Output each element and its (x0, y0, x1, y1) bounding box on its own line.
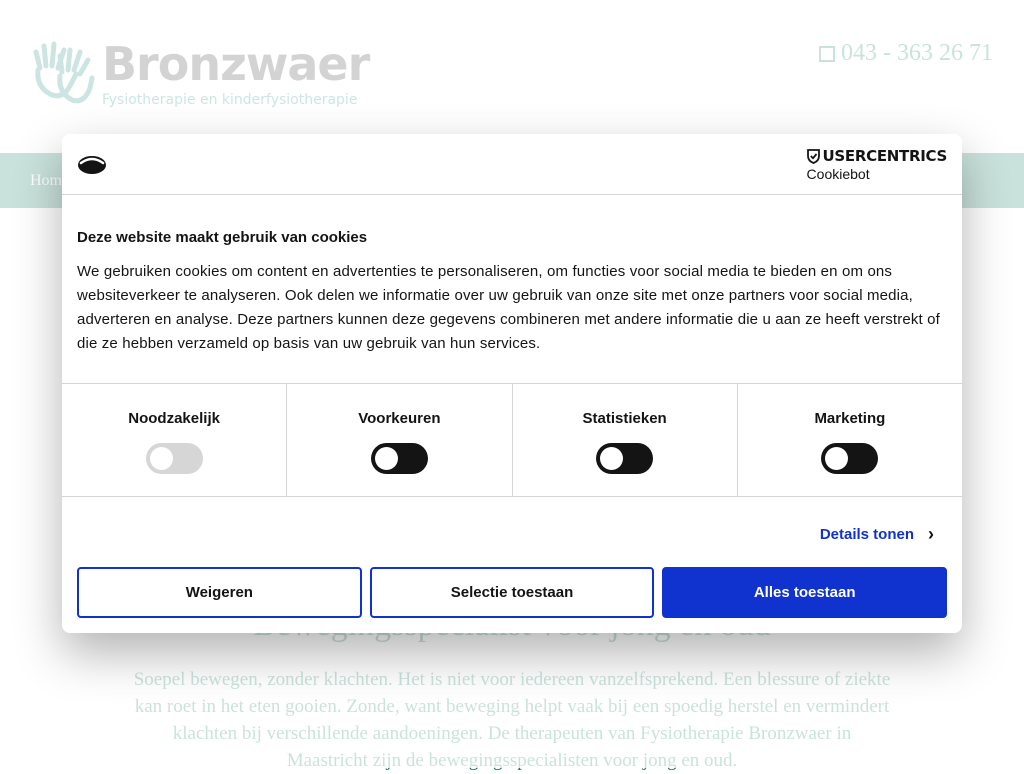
chevron-right-icon: › (928, 524, 934, 544)
vendor-name: USERCENTRICS (822, 147, 947, 165)
category-label: Statistieken (582, 410, 667, 427)
vendor-product: Cookiebot (806, 166, 870, 182)
cookie-consent-dialog (62, 134, 962, 633)
cookiebot-logo-icon (76, 152, 108, 176)
category-preferences (287, 384, 512, 496)
dialog-description: We gebruiken cookies om content en advertenties te personaliseren, om functies voor social media te bieden en om ons websiteverkeer te analyseren. Ook delen we informatie over uw gebruik van onze site met onze partners voor social media, adverteren en analyse. Deze partners kunnen deze gegevens combineren met andere informatie die u aan ze heeft verstrekt of die ze hebben verzameld op basis van uw gebruik van hun services. (77, 263, 940, 352)
dialog-body (62, 195, 962, 384)
allow-all-button[interactable]: Alles toestaan (662, 567, 947, 618)
shield-check-icon (807, 149, 820, 164)
reject-button[interactable]: Weigeren (77, 567, 362, 618)
dialog-header (62, 134, 962, 195)
marketing-toggle[interactable] (821, 443, 878, 474)
details-row (62, 497, 962, 567)
category-label: Voorkeuren (358, 410, 441, 427)
allow-selection-button[interactable]: Selectie toestaan (370, 567, 655, 618)
category-necessary (62, 384, 287, 496)
necessary-toggle (146, 443, 203, 474)
preferences-toggle[interactable] (371, 443, 428, 474)
category-marketing (738, 384, 962, 496)
show-details-link[interactable] (820, 524, 934, 545)
dialog-title: Deze website maakt gebruik van cookies (77, 229, 368, 246)
dialog-actions (62, 567, 962, 618)
show-details-label: Details tonen (819, 526, 914, 543)
usercentrics-brand[interactable] (807, 147, 947, 182)
category-label: Marketing (814, 410, 886, 427)
category-label: Noodzakelijk (128, 410, 220, 427)
cookie-categories (62, 384, 962, 497)
category-statistics (513, 384, 738, 496)
statistics-toggle[interactable] (596, 443, 653, 474)
